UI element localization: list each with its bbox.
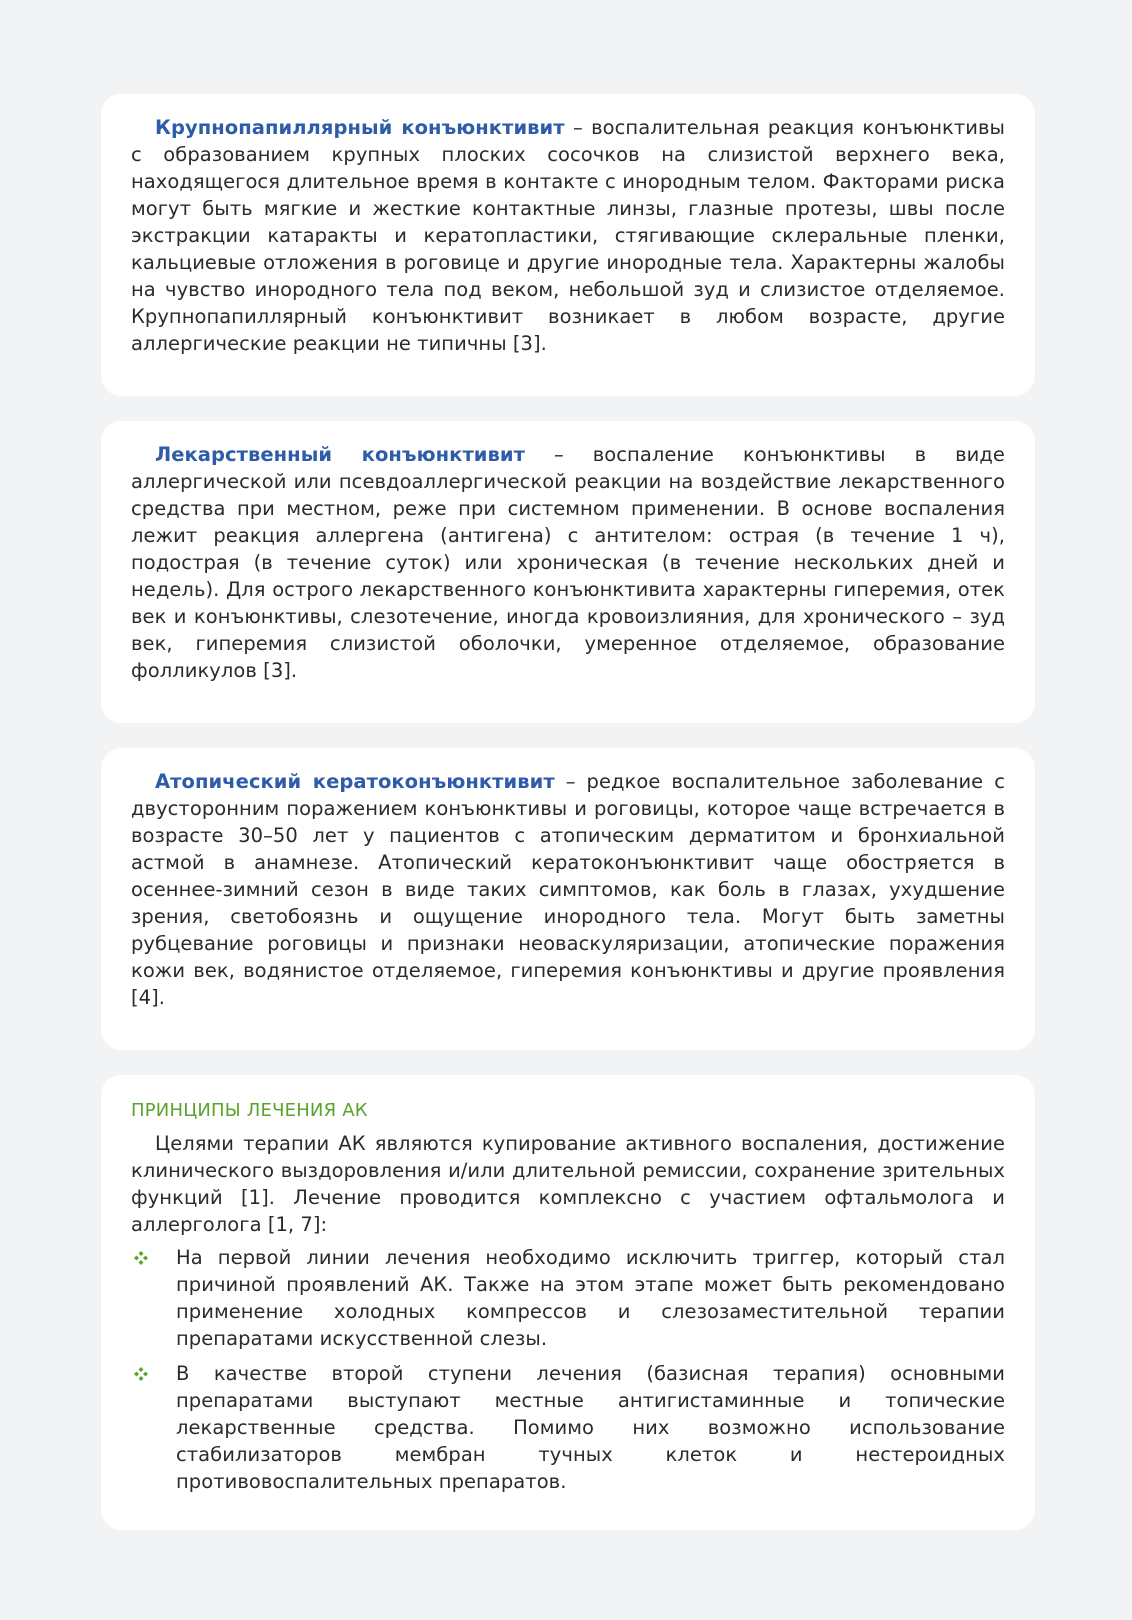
treatment-bullet-list xyxy=(131,1244,1005,1495)
definition-card-giant-papillary xyxy=(101,94,1035,396)
diamond-bullet-icon xyxy=(133,1366,149,1382)
section-title: ПРИНЦИПЫ ЛЕЧЕНИЯ АК xyxy=(131,1100,368,1121)
definition-term: Лекарственный конъюнктивит xyxy=(155,443,525,466)
definition-text: – воспаление конъюнктивы в виде аллергической или псевдоаллергической реакции на воздействие лекарственного средства при местном, реже при системном применении. В основе воспаления лежит реакция аллергена (антигена) с антителом: острая (в течение 1 ч), подострая (в течение суток) или хроническая (в течение нескольких дней и недель). Для острого лекарственного конъюнктивита характерны гиперемия, отек век и конъюнктивы, слезотечение, иногда кровоизлияния, для хронического – зуд век, гиперемия слизистой оболочки, умеренное отделяемое, образование фолликулов [3]. xyxy=(131,443,1005,682)
definition-term: Крупнопапиллярный конъюнктивит xyxy=(155,116,565,139)
definition-card-atopic xyxy=(101,748,1035,1050)
definition-text: – воспалительная реакция конъюнктивы с образованием крупных плоских сосочков на слизистой верхнего века, находящегося длительное время в контакте с инородным телом. Факторами риска могут быть мягкие и жесткие контактные линзы, глазные протезы, швы после экстракции катаракты и кератопластики, стягивающие склеральные пленки, кальциевые отложения в роговице и другие инородные тела. Характерны жалобы на чувство инородного тела под веком, небольшой зуд и слизистое отделяемое. Крупнопапиллярный конъюнктивит возникает в любом возрасте, другие аллергические реакции не типичны [3]. xyxy=(131,116,1006,355)
definition-paragraph xyxy=(131,421,1005,684)
treatment-principles-card xyxy=(101,1075,1035,1530)
list-item xyxy=(131,1360,1005,1495)
list-item xyxy=(131,1244,1005,1352)
definition-paragraph xyxy=(131,748,1005,1011)
definition-term: Атопический кератоконъюнктивит xyxy=(155,770,555,793)
definition-card-drug-induced xyxy=(101,421,1035,723)
diamond-bullet-icon xyxy=(133,1250,149,1266)
definition-text: – редкое воспалительное заболевание с двусторонним поражением конъюнктивы и роговицы, которое чаще встречается в возрасте 30–50 лет у пациентов с атопическим дерматитом и бронхиальной астмой в анамнезе. Атопический кератоконъюнктивит чаще обостряется в осеннее-зимний сезон в виде таких симптомов, как боль в глазах, ухудшение зрения, светобоязнь и ощущение инородного тела. Могут быть заметны рубцевание роговицы и признаки неоваскуляризации, атопические поражения кожи век, водянистое отделяемое, гиперемия конъюнктивы и другие проявления [4]. xyxy=(131,770,1005,1009)
treatment-intro: Целями терапии АК являются купирование активного воспаления, достижение клинического выздоровления и/или длительной ремиссии, сохранение зрительных функций [1]. Лечение проводится комплексно с участием офтальмолога и аллерголога [1, 7]: xyxy=(131,1132,1005,1236)
list-item-text: На первой линии лечения необходимо исключить триггер, который стал причиной проявлений АК. Также на этом этапе может быть рекомендовано применение холодных компрессов и слезозаместительной терапии препаратами искусственной слезы. xyxy=(176,1246,1005,1350)
definition-paragraph xyxy=(131,94,1005,357)
list-item-text: В качестве второй ступени лечения (базисная терапия) основными препаратами выступают местные антигистаминные и топические лекарственные средства. Помимо них возможно использование стабилизаторов мембран тучных клеток и нестероидных противовоспалительных препаратов. xyxy=(176,1362,1005,1493)
